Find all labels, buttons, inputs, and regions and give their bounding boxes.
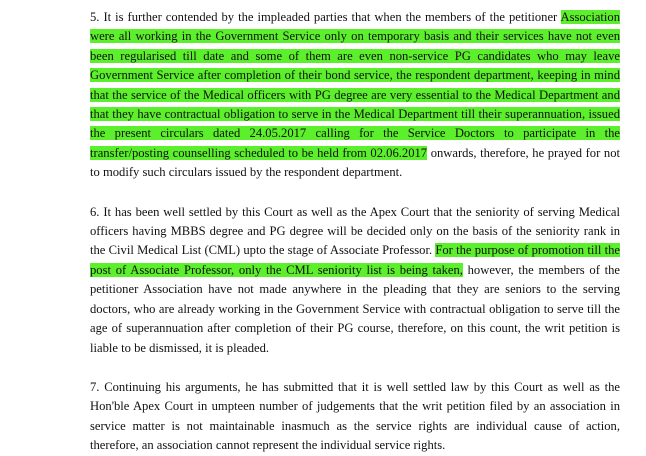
paragraph-text: It is further contended by the impleaded parties that when the members of the petitioner: [99, 10, 561, 24]
paragraph-number: 7.: [90, 379, 100, 394]
paragraph-5: [90, 8, 620, 183]
paragraph-number: 6.: [90, 204, 100, 219]
paragraph-text: however, the members of the petitioner Association have not made anywhere in the pleading that they are seniors to the serving doctors, who are already working in the Government Service with contractual obligation to serve till the age of superannuation after completion of their PG course, therefore, on this count, the writ petition is liable to be dismissed, it is pleaded.: [90, 262, 621, 355]
highlighted-text: For the purpose of promotion till the post of Associate Professor, only the CML seniority list is being taken,: [90, 243, 620, 277]
paragraph-number: 5.: [90, 10, 100, 24]
paragraph-text: onwards, therefore, he prayed for not to modify such circulars issued by the respondent department.: [90, 145, 620, 180]
highlighted-text: Association were all working in the Government Service only on temporary basis and their services have not even been regularised till date and some of them are even non-service PG candidates who may leave Government Service after completion of their bond service, the respondent department, keeping in mind that the service of the Medical officers with PG degree are very essential to the Medical Department and that they have contractual obligation to serve in the Medical Department till their superannuation, issued the present circulars dated 24.05.2017 calling for the Service Doctors to participate in the transfer/posting counselling scheduled to be held from 02.06.2017: [90, 10, 620, 160]
paragraph-7: [90, 378, 620, 456]
paragraph-6: [90, 203, 620, 358]
paragraph-text: Continuing his arguments, he has submitted that it is well settled law by this Court as well as the Hon'ble Apex Court in umpteen number of judgements that the writ petition filed by an association in service matter is not maintainable inasmuch as the service rights are individual cause of action, therefore, an association cannot represent the individual service rights.: [90, 379, 620, 453]
paragraph-text: It has been well settled by this Court as well as the Apex Court that the seniority of serving Medical officers having MBBS degree and PG degree will be decided only on the basis of the seniority rank in the Civil Medical List (CML) upto the stage of Associate Professor.: [90, 204, 620, 258]
